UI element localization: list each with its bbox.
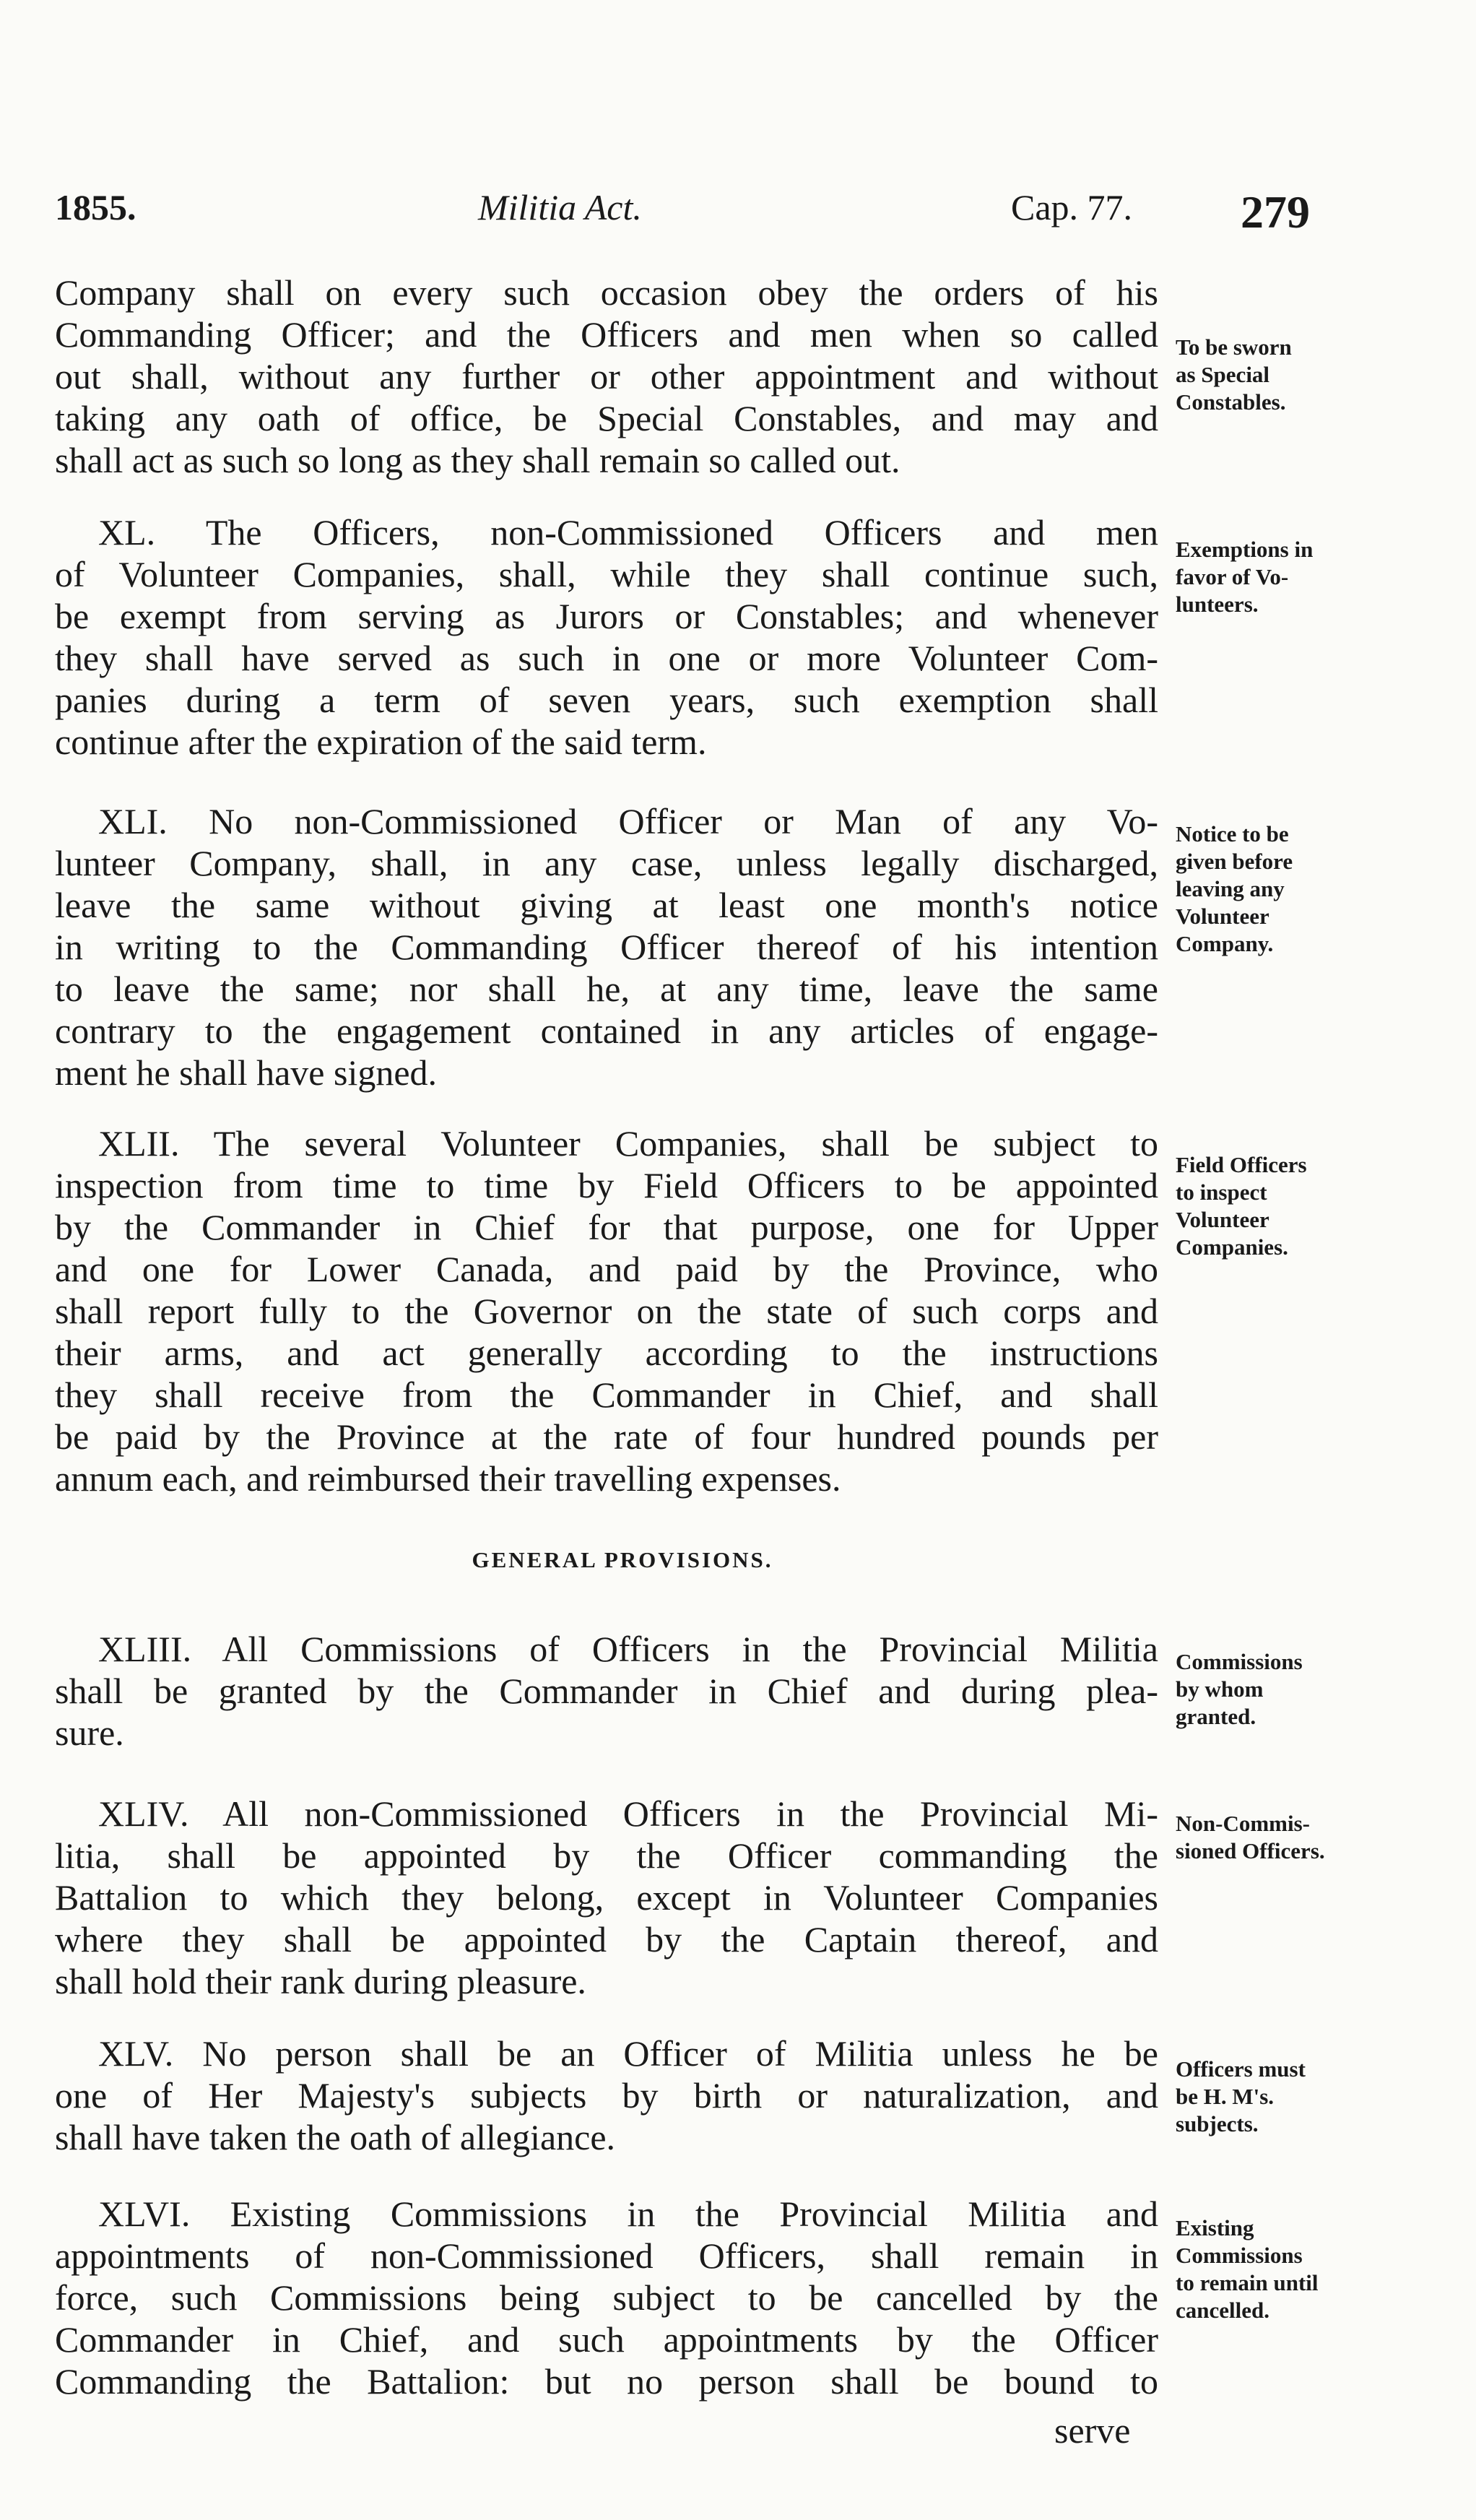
header-year: 1855. xyxy=(55,187,136,228)
text-line: annum each, and reimbursed their travelling expenses. xyxy=(55,1458,841,1499)
text-line: lunteer Company, shall, in any case, unless legally discharged, xyxy=(55,843,1158,883)
text-line: shall report fully to the Governor on the state of such corps and xyxy=(55,1291,1158,1331)
text-line: they shall receive from the Commander in Chief, and shall xyxy=(55,1374,1158,1415)
text-line: contrary to the engagement contained in any articles of engage- xyxy=(55,1010,1158,1051)
section-xlvi xyxy=(55,2193,1158,2402)
margin-note: Exemptions in favor of Vo- lunteers. xyxy=(1176,537,1314,617)
text-line: taking any oath of office, be Special Constables, and may and xyxy=(55,398,1158,438)
margin-note: Commissions by whom granted. xyxy=(1176,1649,1303,1729)
text-line: of Volunteer Companies, shall, while they shall continue such, xyxy=(55,554,1158,594)
text-line: inspection from time to time by Field Officers to be appointed xyxy=(55,1165,1158,1205)
section-heading: GENERAL PROVISIONS. xyxy=(472,1547,773,1572)
text-line: their arms, and act generally according to the instructions xyxy=(55,1333,1158,1373)
margin-note: Notice to be given before leaving any Volunteer Company. xyxy=(1176,821,1293,956)
section-xlv xyxy=(55,2032,1158,2158)
section-xliv xyxy=(55,1793,1158,2002)
text-line: XL. The Officers, non-Commissioned Officers and men xyxy=(98,512,1158,553)
margin-note: Existing Commissions to remain until cancelled. xyxy=(1176,2215,1319,2323)
header-title: Militia Act. xyxy=(478,187,642,228)
text-line: ment he shall have signed. xyxy=(55,1052,438,1093)
margin-note: Officers must be H. M's. subjects. xyxy=(1176,2056,1306,2136)
text-line: Commanding Officer; and the Officers and men when so called xyxy=(55,314,1158,355)
text-line: by the Commander in Chief for that purpose, one for Upper xyxy=(55,1207,1158,1247)
text-line: be paid by the Province at the rate of four hundred pounds per xyxy=(55,1416,1158,1457)
margin-note: Field Officers to inspect Volunteer Companies. xyxy=(1176,1152,1307,1260)
header-chapter: Cap. 77. xyxy=(1011,187,1133,228)
text-line: XLVI. Existing Commissions in the Provincial Militia and xyxy=(98,2194,1158,2234)
text-line: Commander in Chief, and such appointments by the Officer xyxy=(55,2319,1158,2360)
text-line: where they shall be appointed by the Captain thereof, and xyxy=(55,1919,1158,1960)
text-line: appointments of non-Commissioned Officers, shall remain in xyxy=(55,2235,1158,2276)
text-line: shall be granted by the Commander in Chief and during plea- xyxy=(55,1671,1158,1711)
text-line: XLI. No non-Commissioned Officer or Man of any Vo- xyxy=(98,801,1158,841)
text-line: force, such Commissions being subject to be cancelled by the xyxy=(55,2277,1158,2318)
text-line: continue after the expiration of the said term. xyxy=(55,722,707,762)
text-line: out shall, without any further or other appointment and without xyxy=(55,356,1158,397)
text-line: XLIII. All Commissions of Officers in the Provincial Militia xyxy=(98,1629,1158,1669)
text-line: XLV. No person shall be an Officer of Militia unless he be xyxy=(98,2033,1158,2074)
text-line: one of Her Majesty's subjects by birth or naturalization, and xyxy=(55,2075,1158,2116)
section-xliii xyxy=(55,1628,1158,1754)
text-line: shall have taken the oath of allegiance. xyxy=(55,2117,616,2157)
text-line: XLIV. All non-Commissioned Officers in the Provincial Mi- xyxy=(98,1793,1158,1834)
text-line: Company shall on every such occasion obey the orders of his xyxy=(55,272,1158,313)
text-line: shall act as such so long as they shall remain so called out. xyxy=(55,440,900,480)
margin-note: To be sworn as Special Constables. xyxy=(1176,334,1292,415)
text-line: to leave the same; nor shall he, at any time, leave the same xyxy=(55,969,1158,1009)
paragraph-continuation xyxy=(55,272,1158,481)
margin-note: Non-Commis- sioned Officers. xyxy=(1176,1811,1325,1863)
catchword: serve xyxy=(1054,2410,1131,2451)
section-xli xyxy=(55,800,1158,1094)
section-xl xyxy=(55,511,1158,763)
text-line: panies during a term of seven years, such exemption shall xyxy=(55,680,1158,720)
section-xlii xyxy=(55,1122,1158,1499)
text-line: leave the same without giving at least one month's notice xyxy=(55,885,1158,925)
text-line: shall hold their rank during pleasure. xyxy=(55,1961,586,2001)
text-line: Commanding the Battalion: but no person shall be bound to xyxy=(55,2361,1158,2402)
text-line: litia, shall be appointed by the Officer commanding the xyxy=(55,1835,1158,1876)
page-number: 279 xyxy=(1241,186,1310,238)
text-line: and one for Lower Canada, and paid by the Province, who xyxy=(55,1249,1158,1289)
text-line: be exempt from serving as Jurors or Constables; and whenever xyxy=(55,596,1158,636)
text-line: XLII. The several Volunteer Companies, shall be subject to xyxy=(98,1123,1158,1164)
text-line: they shall have served as such in one or more Volunteer Com- xyxy=(55,638,1158,678)
text-line: sure. xyxy=(55,1713,124,1753)
text-line: in writing to the Commanding Officer thereof of his intention xyxy=(55,927,1158,967)
text-line: Battalion to which they belong, except in Volunteer Companies xyxy=(55,1877,1158,1918)
